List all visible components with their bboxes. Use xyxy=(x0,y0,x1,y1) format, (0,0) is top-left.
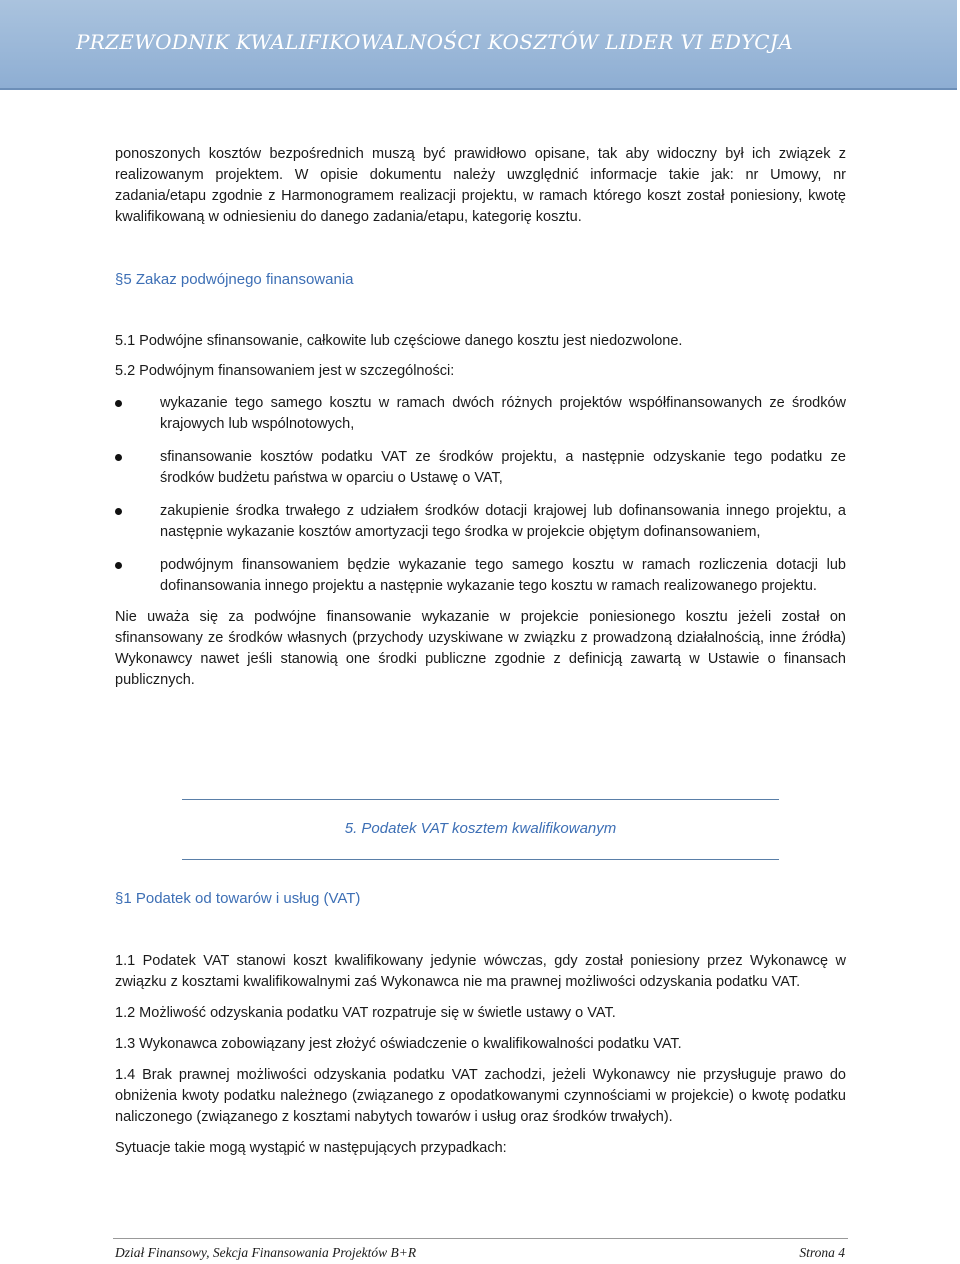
list-item: sfinansowanie kosztów podatku VAT ze środków projektu, a następnie odzyskanie tego podatku ze środków budżetu państwa w oparciu o Ustawę o VAT, xyxy=(115,447,846,489)
section5-heading: §5 Zakaz podwójnego finansowania xyxy=(115,271,354,288)
footer-department: Dział Finansowy, Sekcja Finansowania Projektów B+R xyxy=(115,1245,417,1260)
double-financing-list xyxy=(115,393,846,597)
list-item: zakupienie środka trwałego z udziałem środków dotacji krajowej lub dofinansowania innego projektu, a następnie wykazanie kosztów amortyzacji tego środka w projekcie objętym dofinansowaniem, xyxy=(115,501,846,543)
section1-p2: 1.2 Możliwość odzyskania podatku VAT rozpatruje się w świetle ustawy o VAT. xyxy=(115,1005,616,1021)
section5-p1: 5.1 Podwójne sfinansowanie, całkowite lub częściowe danego kosztu jest niedozwolone. xyxy=(115,333,683,349)
bullet-icon xyxy=(115,508,122,515)
footer-page-number: Strona 4 xyxy=(799,1245,845,1260)
header-title: PRZEWODNIK KWALIFIKOWALNOŚCI KOSZTÓW LIDER VI EDYCJA xyxy=(76,30,793,54)
section1-p5: Sytuacje takie mogą wystąpić w następujących przypadkach: xyxy=(115,1140,507,1156)
section1-p4: 1.4 Brak prawnej możliwości odzyskania podatku VAT zachodzi, jeżeli Wykonawcy nie przysługuje prawo do obniżenia kwoty podatku należnego (związanego z opodatkowanymi czynnościami w projekcie) o kwotę podatku naliczonego (związanego z kosztami nabytych towarów i usług oraz środków trwałych). xyxy=(115,1067,846,1125)
bullet-icon xyxy=(115,400,122,407)
page-header xyxy=(0,0,957,90)
footer-divider xyxy=(113,1238,848,1239)
section1-heading: §1 Podatek od towarów i usług (VAT) xyxy=(115,890,361,907)
section1-p3: 1.3 Wykonawca zobowiązany jest złożyć oświadczenie o kwalifikowalności podatku VAT. xyxy=(115,1036,682,1052)
page-content-lower xyxy=(115,888,846,1159)
chapter-title: 5. Podatek VAT kosztem kwalifikowanym xyxy=(344,820,617,837)
section1-p1: 1.1 Podatek VAT stanowi koszt kwalifikowany jedynie wówczas, gdy został poniesiony przez Wykonawcę w związku z kosztami kwalifikowalnymi zaś Wykonawca nie ma prawnej możliwości odzyskania podatku VAT. xyxy=(115,953,846,990)
section5-closing: Nie uważa się za podwójne finansowanie wykazanie w projekcie poniesionego kosztu jeżeli został on sfinansowany ze środków własnych (przychody uzyskiwane w związku z prowadzoną działalnością, inne źródła) Wykonawcy nawet jeśli stanowią one środki publiczne zgodnie z definicją zawartą w Ustawie o finansach publicznych. xyxy=(115,609,846,688)
list-item: podwójnym finansowaniem będzie wykazanie tego samego kosztu w ramach rozliczenia dotacji lub dofinansowania innego projektu a następnie wykazanie tego kosztu w ramach realizowanego projektu. xyxy=(115,555,846,597)
list-item: wykazanie tego samego kosztu w ramach dwóch różnych projektów współfinansowanych ze środków krajowych lub wspólnotowych, xyxy=(115,393,846,435)
intro-paragraph: ponoszonych kosztów bezpośrednich muszą być prawidłowo opisane, tak aby widoczny był ich związek z realizowanym projektem. W opisie dokumentu należy uwzględnić informacje takie jak: nr Umowy, nr zadania/etapu zgodnie z Harmonogramem realizacji projektu, w ramach którego koszt został poniesiony, kwotę kwalifikowaną w odniesieniu do danego zadania/etapu, kategorię kosztu. xyxy=(115,146,846,225)
chapter-title-box xyxy=(182,799,779,860)
page-content xyxy=(115,144,846,691)
bullet-icon xyxy=(115,562,122,569)
section5-p2: 5.2 Podwójnym finansowaniem jest w szczególności: xyxy=(115,363,455,379)
bullet-icon xyxy=(115,454,122,461)
